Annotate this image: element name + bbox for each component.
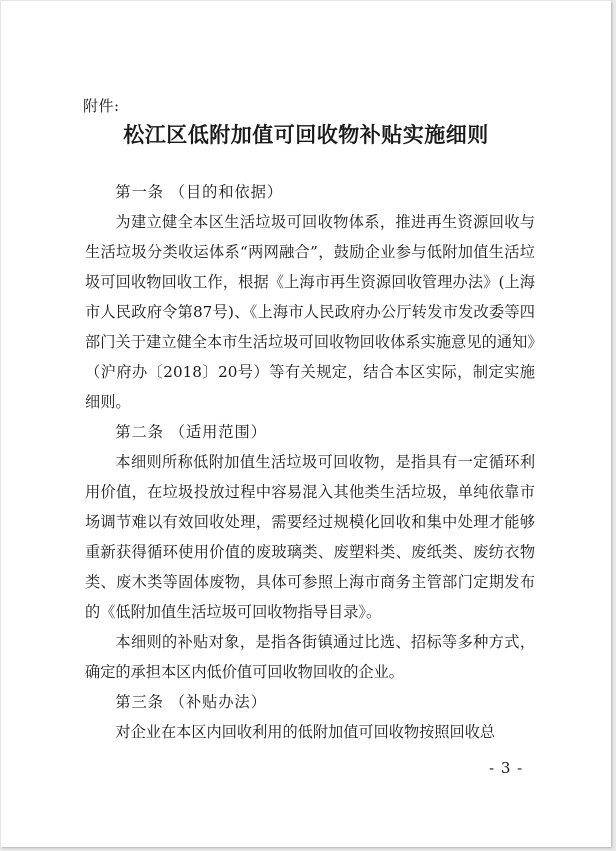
article-2-paragraph-1: 本细则所称低附加值生活垃圾可回收物，是指具有一定循环利用价值，在垃圾投放过程中容易混入其他类生活垃圾，单纯依靠市场调节难以有效回收处理，需要经过规模化回收和集中处理才能够重新获得循环使用价值的废玻璃类、废塑料类、废纸类、废纺衣物类、废木类等固体废物，具体可参照上海市商务主管部门定期发布的《低附加值生活垃圾可回收物指导目录》。 bbox=[85, 453, 535, 621]
attachment-label: 附件: bbox=[83, 97, 120, 115]
article-1-heading: 第一条 （目的和依据） bbox=[115, 183, 284, 201]
document-body bbox=[85, 177, 535, 747]
article-2-paragraph-2: 本细则的补贴对象，是指各街镇通过比选、招标等多种方式，确定的承担本区内低价值可回收物回收的企业。 bbox=[85, 633, 535, 681]
article-3-paragraph: 对企业在本区内回收利用的低附加值可回收物按照回收总 bbox=[115, 723, 496, 741]
document-title: 松江区低附加值可回收物补贴实施细则 bbox=[123, 122, 489, 147]
document-page bbox=[1, 1, 611, 847]
article-3-heading: 第三条 （补贴办法） bbox=[115, 693, 267, 711]
page-number: - 3 - bbox=[489, 759, 524, 777]
article-2-heading: 第二条 （适用范围） bbox=[115, 423, 267, 441]
article-1-paragraph: 为建立健全本区生活垃圾可回收物体系，推进再生资源回收与生活垃圾分类收运体系“两网融合”，鼓励企业参与低附加值生活垃圾可回收物回收工作，根据《上海市再生资源回收管理办法》(上海市人民政府令第87号)、《上海市人民政府办公厅转发市发改委等四部门关于建立健全本市生活垃圾可回收物回收体系实施意见的通知》（沪府办〔2018〕20号）等有关规定，结合本区实际，制定实施细则。 bbox=[85, 213, 535, 411]
